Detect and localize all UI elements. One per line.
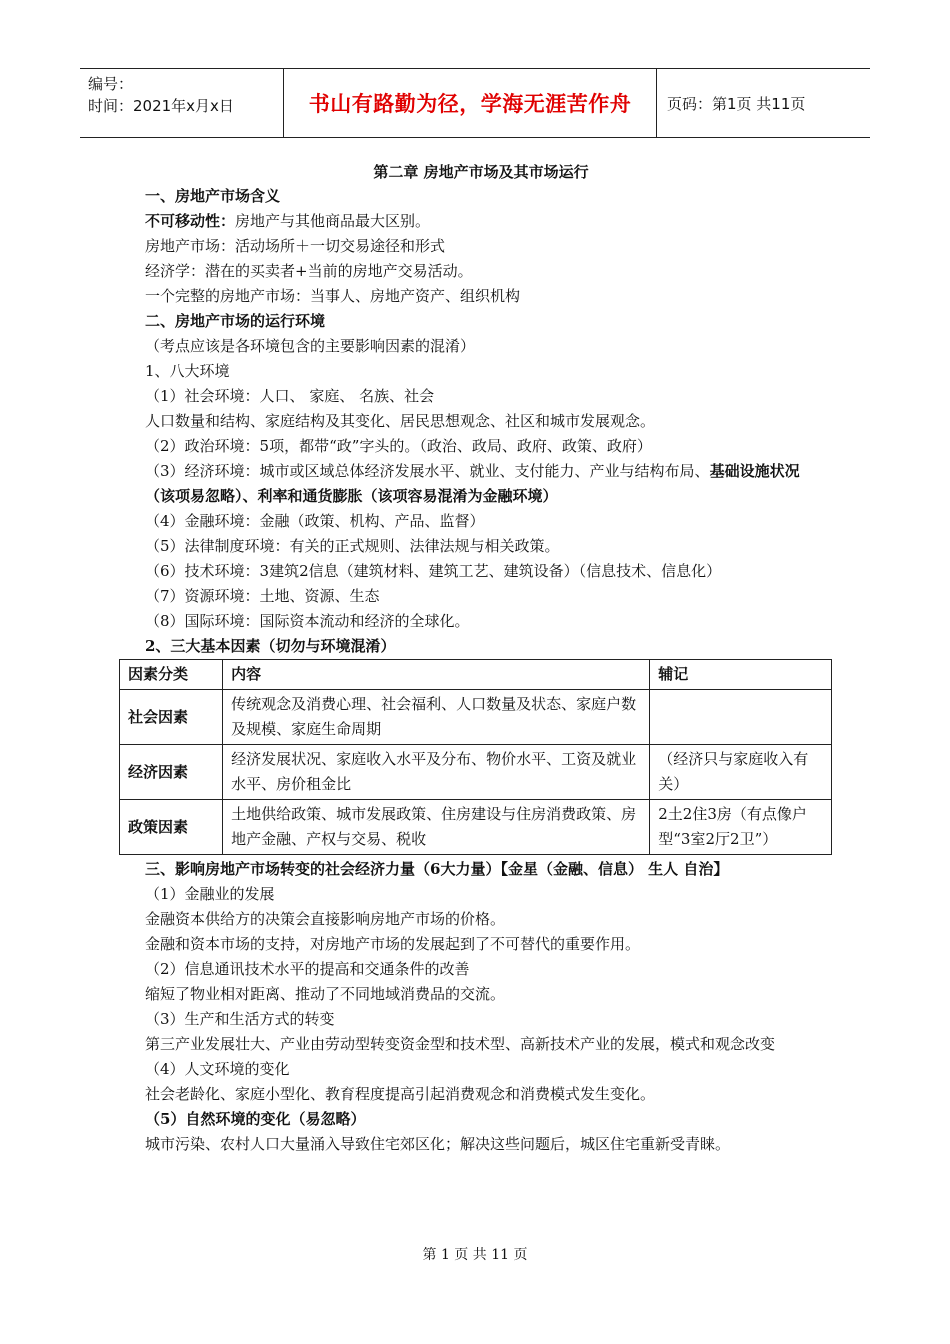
text-line [145,384,817,409]
text-line [145,982,817,1007]
line-text: （7）资源环境：土地、资源、生态 [145,587,380,605]
line-text: 人口数量和结构、家庭结构及其变化、居民思想观念、社区和城市发展观念。 [145,412,656,430]
line-text: （8）国际环境：国际资本流动和经济的全球化。 [145,612,470,630]
line-text: （4）人文环境的变化 [145,1060,290,1078]
header-meta [80,69,283,137]
text-line [145,559,817,584]
row-note [650,690,832,745]
table-row [120,690,832,745]
text-line [145,1007,817,1032]
table-row [120,800,832,855]
text-line [145,907,817,932]
text-line [145,409,817,434]
line-text: 城市污染、农村人口大量涌入导致住宅郊区化；解决这些问题后，城区住宅重新受青睐。 [145,1135,731,1153]
text-line [145,957,817,982]
page-label: 页码：第1页 共11页 [667,94,806,113]
text-line [145,932,817,957]
line-text: （2）政治环境：5项，都带“政”字头的。（政治、政局、政府、政策、政府） [145,437,652,455]
line-text: 2、三大基本因素（切勿与环境混淆） [145,637,396,655]
text-line [145,534,817,559]
section-forces-continued [145,1057,817,1157]
row-category: 社会因素 [120,690,223,745]
line-text: 1、八大环境 [145,362,230,380]
econ-environment-text: （3）经济环境：城市或区域总体经济发展水平、就业、支付能力、产业与结构布局、 [145,462,710,480]
line-text: （4）金融环境：金融（政策、机构、产品、监督） [145,512,485,530]
page-footer: 第 1 页 共 11 页 [422,1247,528,1263]
row-note: 2土2住3房（有点像户型“3室2厅2卫”） [650,800,832,855]
text-line [145,359,817,384]
line-text: （3）生产和生活方式的转变 [145,1010,335,1028]
header-note: 辅记 [650,660,832,690]
text-line [145,1107,817,1132]
text-line [145,284,817,309]
number-label: 编号： [88,75,134,93]
section-environments [145,509,817,659]
main-content [128,160,817,1157]
header-category: 因素分类 [120,660,223,690]
text-line [145,509,817,534]
line-text: 社会老龄化、家庭小型化、教育程度提高引起消费观念和消费模式发生变化。 [145,1085,656,1103]
header-box [80,68,870,138]
line-text: （5）法律制度环境：有关的正式规则、法律法规与相关政策。 [145,537,560,555]
text-line [145,209,817,234]
row-category: 政策因素 [120,800,223,855]
row-content: 传统观念及消费心理、社会福利、人口数量及状态、家庭户数及规模、家庭生命周期 [223,690,650,745]
section-forces [145,882,817,1032]
factors-table [119,659,832,855]
text-line [145,434,817,459]
header-content: 内容 [223,660,650,690]
econ-environment-bold: 基础设施状况（该项易忽略）、利率和通货膨胀（该项容易混淆为金融环境） [145,462,800,505]
econ-environment-line [145,459,817,509]
text-line [145,609,817,634]
tertiary-line: 第三产业发展壮大、产业由劳动型转变资金型和技术型、高新技术产业的发展，模式和观念改变 [145,1035,776,1053]
chapter-title: 第二章 房地产市场及其市场运行 [373,163,589,181]
text-line [145,634,817,659]
time-label: 时间：2021年x月x日 [88,97,234,115]
row-content: 土地供给政策、城市发展政策、住房建设与住房消费政策、房地产金融、产权与交易、税收 [223,800,650,855]
line-text: 金融资本供给方的决策会直接影响房地产市场的价格。 [145,910,506,928]
line-text: 房地产市场：活动场所＋一切交易途径和形式 [145,237,446,255]
text-line [145,259,817,284]
line-text: 经济学：潜在的买卖者+当前的房地产交易活动。 [145,262,473,280]
text-line [145,234,817,259]
text-line [145,882,817,907]
table-row [120,745,832,800]
motto: 书山有路勤为径，学海无涯苦作舟 [283,69,657,137]
line-text: 房地产与其他商品最大区别。 [235,212,431,230]
line-text: （5）自然环境的变化（易忽略） [145,1110,366,1128]
line-text: 金融和资本市场的支持，对房地产市场的发展起到了不可替代的重要作用。 [145,935,641,953]
text-line [145,1132,817,1157]
line-text: （1）金融业的发展 [145,885,275,903]
section-intro [145,184,817,459]
line-text: （6）技术环境：3建筑2信息（建筑材料、建筑工艺、建筑设备）（信息技术、信息化） [145,562,722,580]
text-line [145,1082,817,1107]
line-text: 一个完整的房地产市场：当事人、房地产资产、组织机构 [145,287,521,305]
line-text: 二、房地产市场的运行环境 [145,312,326,330]
text-line [145,184,817,209]
bold-prefix: 不可移动性： [145,212,236,230]
forces-title: 三、影响房地产市场转变的社会经济力量（6大力量）【金星（金融、信息） 生人 自治】 [145,860,729,878]
line-text: （2）信息通讯技术水平的提高和交通条件的改善 [145,960,470,978]
text-line [145,584,817,609]
line-text: （1）社会环境：人口、 家庭、 名族、社会 [145,387,435,405]
text-line [145,334,817,359]
text-line [145,309,817,334]
table-header-row [120,660,832,690]
line-text: 缩短了物业相对距离、推动了不同地域消费品的交流。 [145,985,506,1003]
line-text: （考点应该是各环境包含的主要影响因素的混淆） [145,337,476,355]
row-note: （经济只与家庭收入有关） [650,745,832,800]
row-content: 经济发展状况、家庭收入水平及分布、物价水平、工资及就业水平、房价租金比 [223,745,650,800]
line-text: 一、房地产市场含义 [145,187,281,205]
row-category: 经济因素 [120,745,223,800]
text-line [145,1057,817,1082]
